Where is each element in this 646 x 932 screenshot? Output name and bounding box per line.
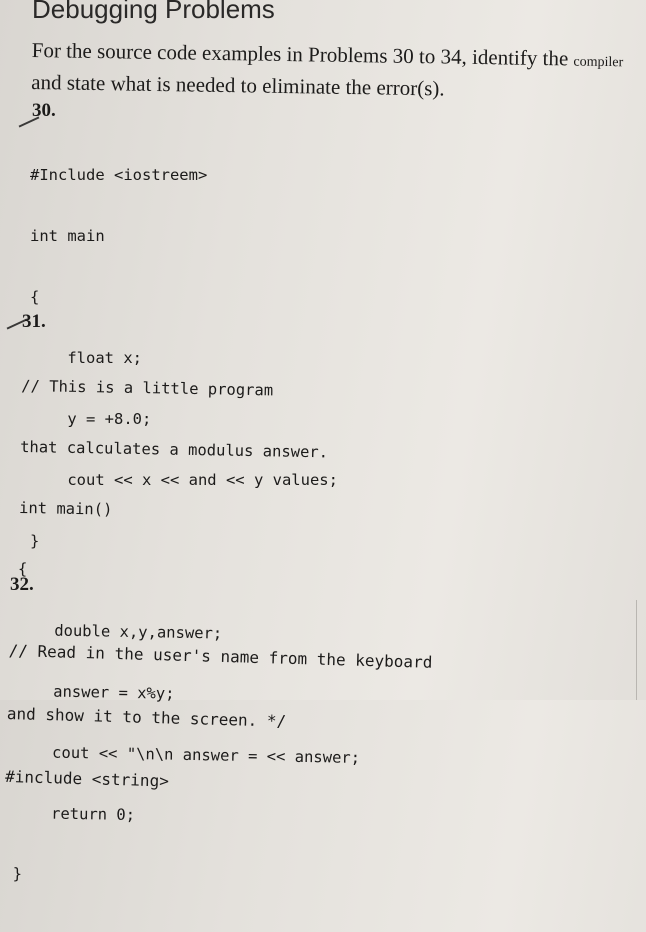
page-edge-line bbox=[636, 600, 637, 700]
instructions-line-2: and state what is needed to eliminate the error(s). bbox=[31, 69, 445, 101]
code-line: } bbox=[12, 864, 23, 884]
problem-32-number: 32. bbox=[10, 574, 34, 595]
code-line: { bbox=[17, 559, 28, 579]
section-heading: Debugging Problems bbox=[32, 0, 275, 24]
code-line: int main bbox=[30, 227, 105, 245]
code-line: #include <string> bbox=[4, 766, 170, 791]
code-line: and show it to the screen. */ bbox=[6, 703, 287, 731]
code-line: that calculates a modulus answer. bbox=[19, 437, 329, 462]
code-line: // This is a little program bbox=[21, 376, 274, 400]
code-line: { bbox=[30, 288, 40, 306]
code-line: } bbox=[30, 532, 40, 550]
code-line: // Read in the user's name from the keyboard bbox=[8, 640, 433, 672]
problem-31-number: 31. bbox=[22, 311, 46, 332]
code-line: int main() bbox=[18, 498, 113, 519]
problem-32-code bbox=[4, 603, 434, 842]
code-line: y = +8.0; bbox=[30, 410, 152, 428]
instructions-text: For the source code examples in Problems 30 to 34, identify the bbox=[31, 37, 569, 71]
code-line: float x; bbox=[30, 349, 142, 367]
instructions-paragraph bbox=[31, 36, 642, 106]
instructions-cut-word: compiler bbox=[573, 54, 624, 71]
problem-30-number: 30. bbox=[32, 100, 56, 121]
code-line: #Include <iostreem> bbox=[30, 166, 208, 184]
code-line: double x,y,answer; bbox=[16, 620, 223, 643]
code-line: return 0; bbox=[13, 803, 136, 825]
code-line: cout << "\n\n answer = << answer; bbox=[14, 742, 361, 767]
code-line: cout << x << and << y values; bbox=[30, 471, 338, 489]
code-line: answer = x%y; bbox=[15, 681, 175, 703]
